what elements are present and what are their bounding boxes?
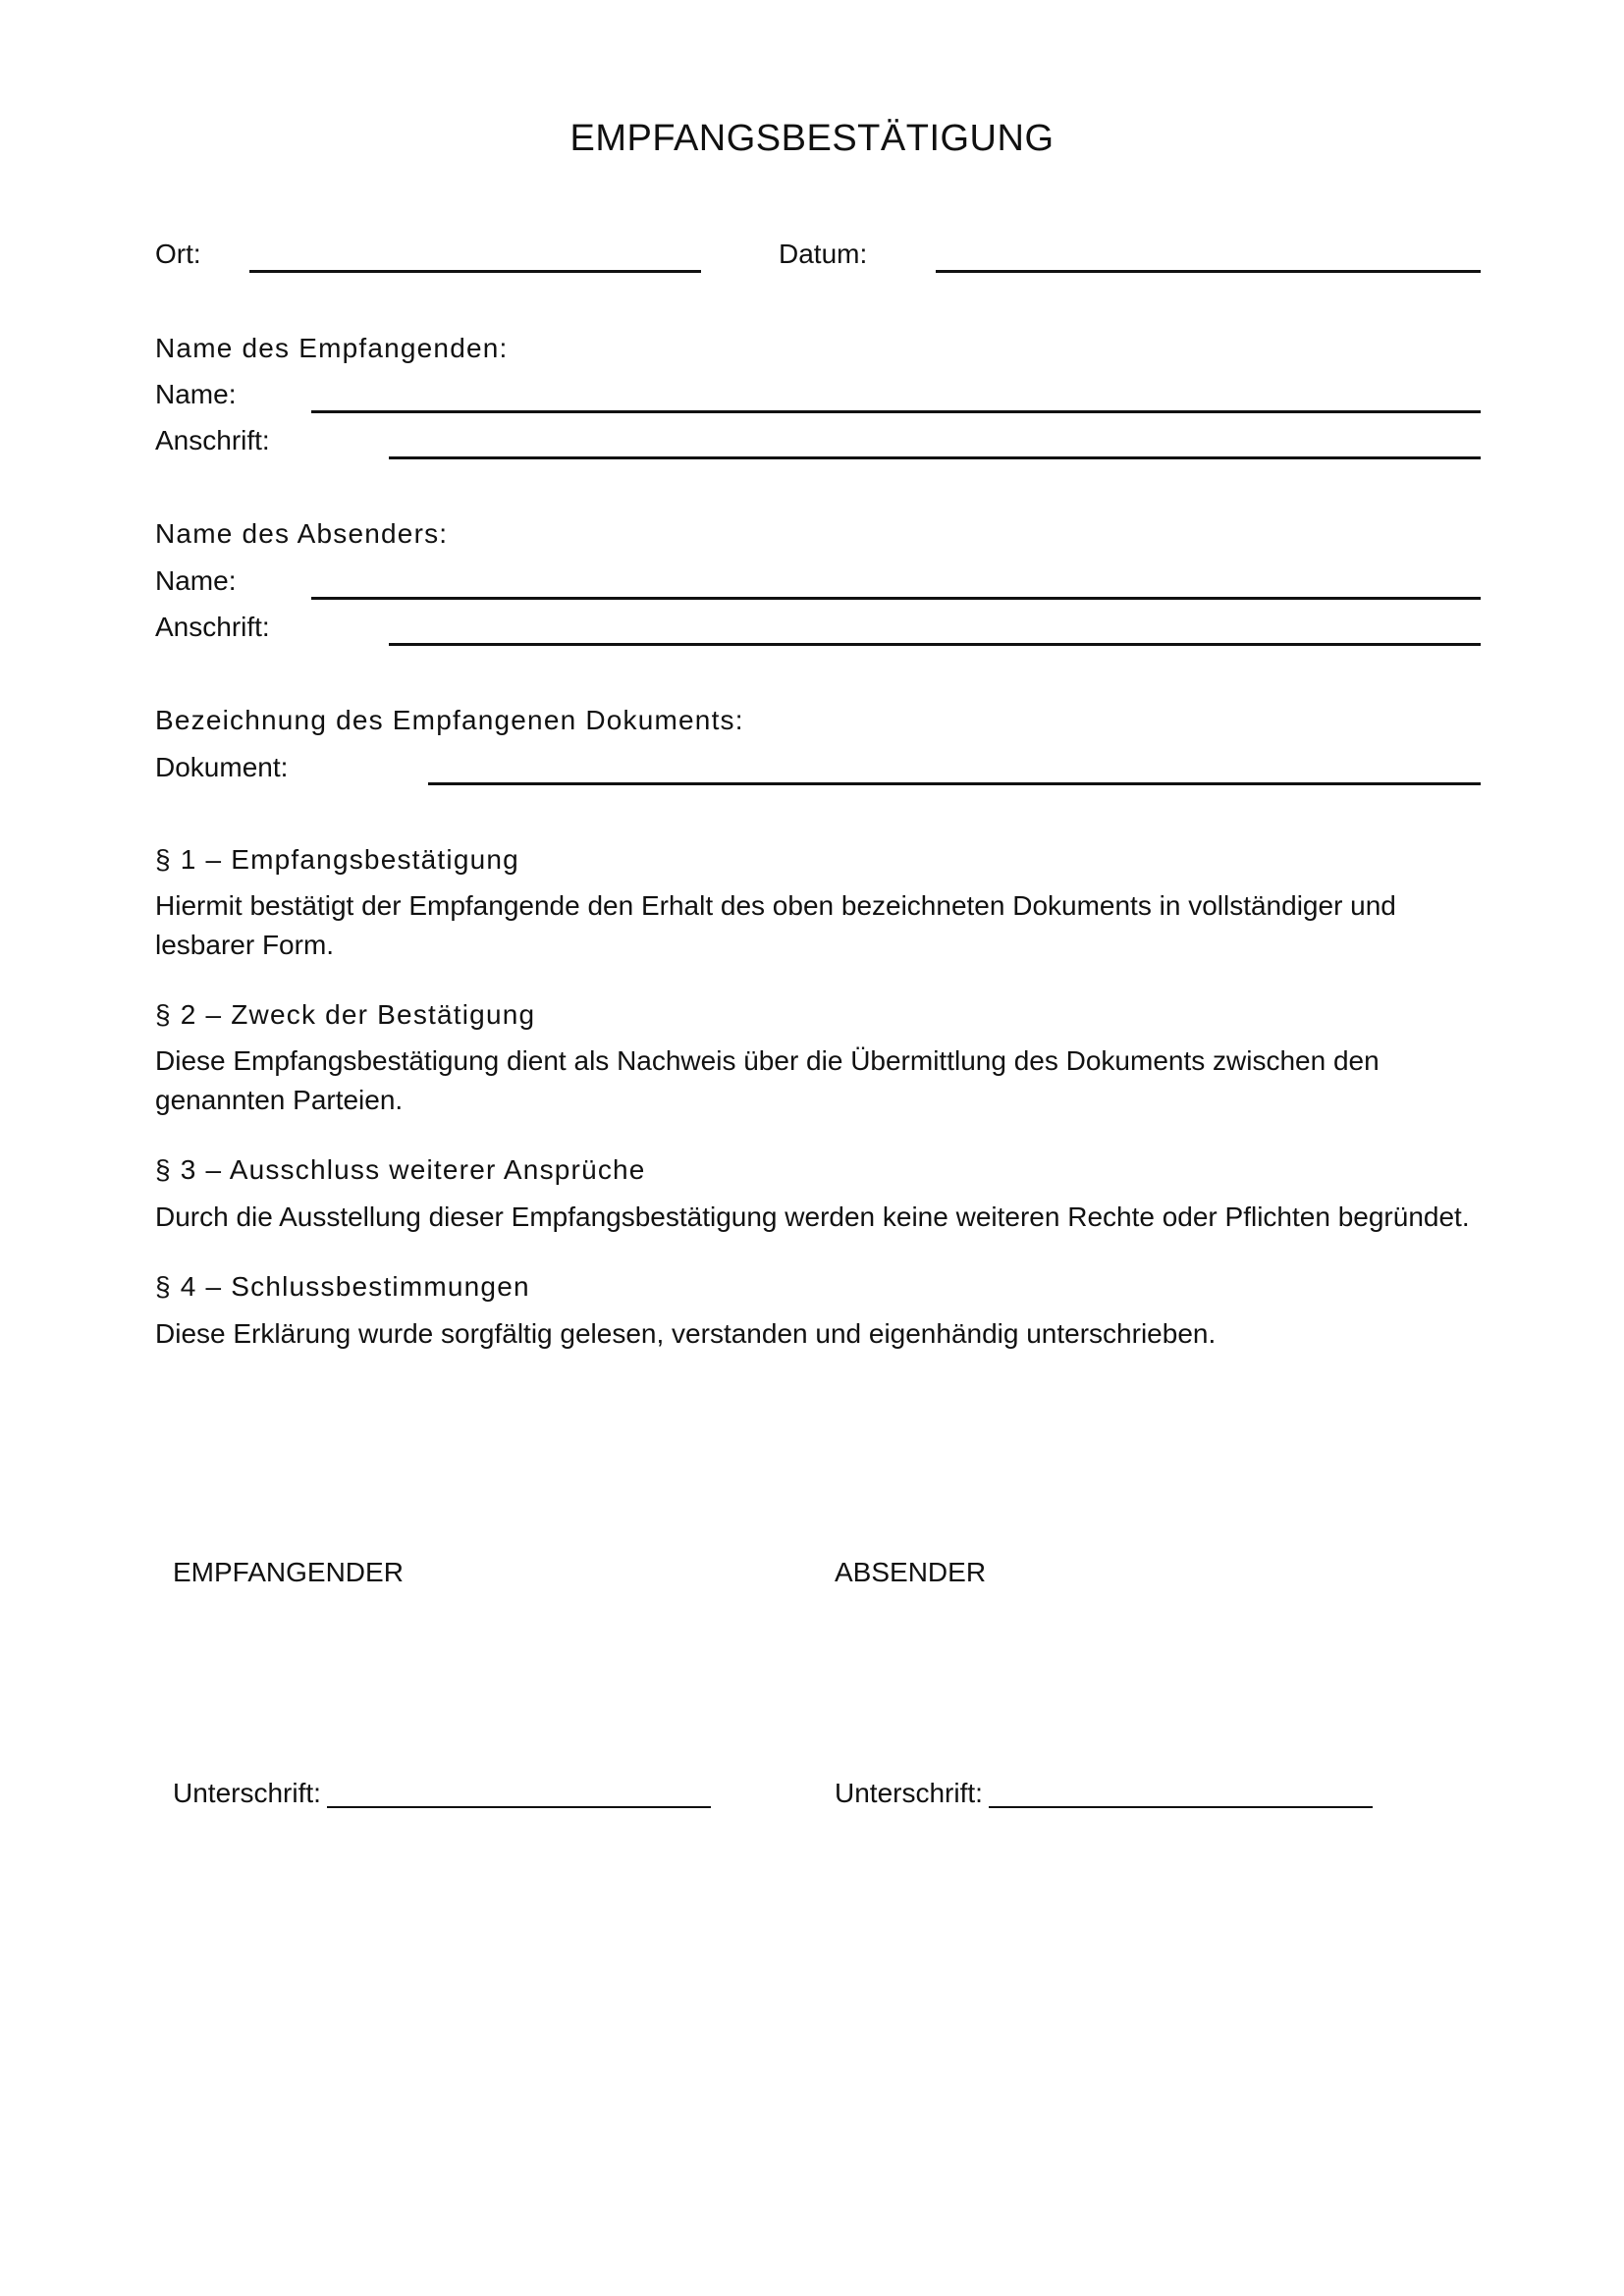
document-label: Dokument:: [155, 752, 289, 782]
section-2-text: Diese Empfangsbestätigung dient als Nachweis über die Übermittlung des Dokuments zwischen den genannten Parteien.: [155, 1045, 1380, 1115]
section-4-heading: § 4 – Schlussbestimmungen: [155, 1271, 530, 1302]
recipient-heading: Name des Empfangenden:: [155, 333, 509, 363]
sender-name-label: Name:: [155, 565, 237, 596]
ort-field[interactable]: [249, 270, 701, 273]
sender-name-field[interactable]: [311, 597, 1481, 600]
section-3-text: Durch die Ausstellung dieser Empfangsbestätigung werden keine weiteren Rechte oder Pflichten begründet.: [155, 1201, 1470, 1232]
document-heading: Bezeichnung des Empfangenen Dokuments:: [155, 705, 744, 735]
sender-address-field[interactable]: [389, 643, 1481, 646]
section-4-text: Diese Erklärung wurde sorgfältig gelesen, verstanden und eigenhändig unterschrieben.: [155, 1318, 1217, 1349]
section-1-text: Hiermit bestätigt der Empfangende den Erhalt des oben bezeichneten Dokuments in vollständiger und lesbarer Form.: [155, 890, 1396, 960]
section-3-heading: § 3 – Ausschluss weiterer Ansprüche: [155, 1154, 646, 1185]
sender-signature-field[interactable]: [989, 1806, 1373, 1808]
section-1-heading: § 1 – Empfangsbestätigung: [155, 844, 519, 875]
ort-label: Ort:: [155, 239, 201, 269]
datum-label: Datum:: [779, 239, 868, 269]
sender-signature-title: ABSENDER: [835, 1557, 987, 1587]
sender-signature-label: Unterschrift:: [835, 1778, 983, 1808]
datum-field[interactable]: [936, 270, 1481, 273]
recipient-signature-label: Unterschrift:: [173, 1778, 321, 1808]
recipient-signature-field[interactable]: [327, 1806, 711, 1808]
section-2-heading: § 2 – Zweck der Bestätigung: [155, 999, 536, 1030]
document-title: EMPFANGSBESTÄTIGUNG: [569, 118, 1055, 159]
recipient-address-field[interactable]: [389, 456, 1481, 459]
recipient-address-label: Anschrift:: [155, 425, 270, 455]
document-field[interactable]: [428, 782, 1481, 785]
recipient-signature-title: EMPFANGENDER: [173, 1557, 404, 1587]
recipient-name-label: Name:: [155, 379, 237, 409]
sender-heading: Name des Absenders:: [155, 518, 449, 549]
recipient-name-field[interactable]: [311, 410, 1481, 413]
sender-address-label: Anschrift:: [155, 612, 270, 642]
